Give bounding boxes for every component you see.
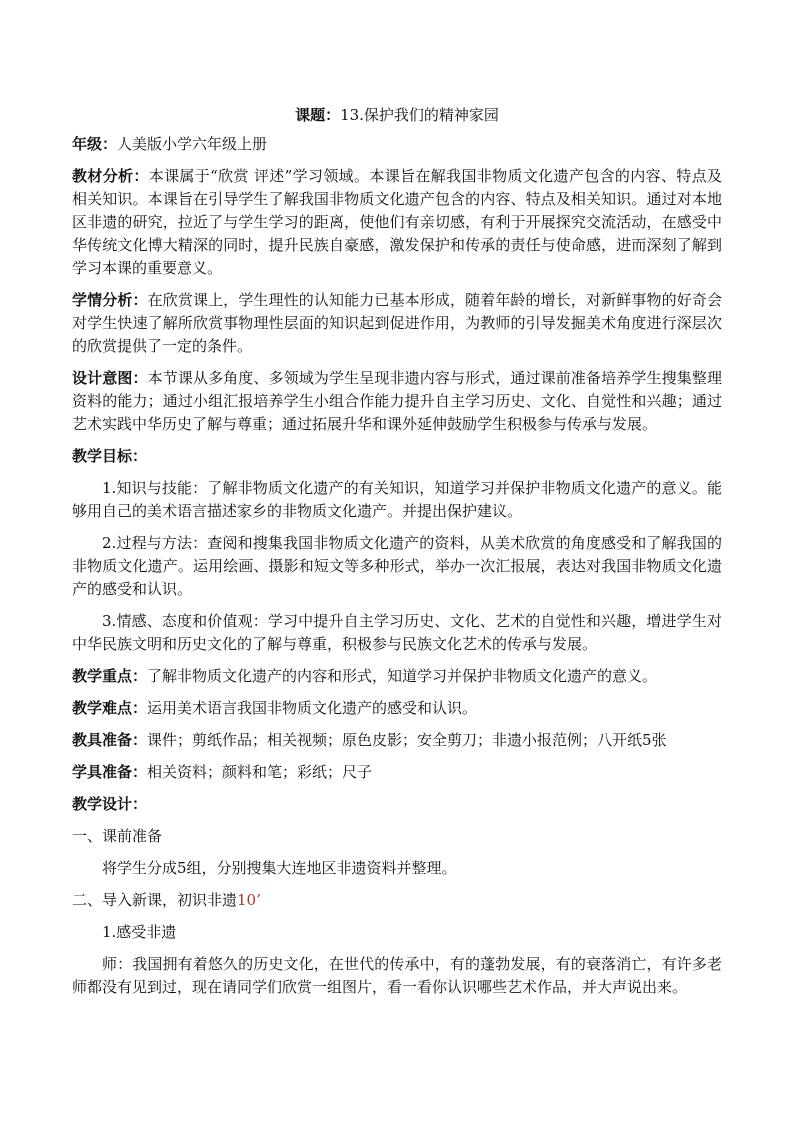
difficulty-text: 运用美术语言我国非物质文化遗产的感受和认识。: [147, 699, 478, 717]
section-1-text: 将学生分成5组，分别搜集大连地区非遗资料并整理。: [102, 859, 457, 877]
student-materials-row: [72, 761, 722, 784]
grade-row: [72, 133, 722, 156]
title-label: 课题：: [295, 106, 341, 124]
learner-analysis-text: 在欣赏课上，学生理性的认知能力已基本形成，随着年龄的增长，对新鲜事物的好奇会对学生快速了解所欣赏事物理性层面的知识起到促进作用，为教师的引导发掘美术角度进行深层次的欣赏提供了一定的条件。: [72, 291, 722, 355]
student-materials-label: 学具准备：: [72, 763, 148, 781]
objective-item: 3.情感、态度和价值观：学习中提升自主学习历史、文化、艺术的自觉性和兴趣，增进学生对中华民族文明和历史文化的了解与尊重，积极参与民族文化艺术的传承与发展。: [72, 612, 722, 653]
objective-item: 1.知识与技能：了解非物质文化遗产的有关知识，知道学习并保护非物质文化遗产的意义。能够用自己的美术语言描述家乡的非物质文化遗产。并提出保护建议。: [72, 479, 722, 520]
teaching-design-heading: [72, 793, 722, 816]
textbook-analysis-text: 本课属于“欣赏 评述”学习领域。本课旨在解我国非物质文化遗产包含的内容、特点及相关知识。本课旨在引导学生了解我国非物质文化遗产包含的内容、特点及相关知识。通过对本地区非遗的研究，拉近了与学生学习的距离，使他们有亲切感，有利于开展探究交流活动，在感受中华传统文化博大精深的同时，提升民族自豪感，激发保护和传承的责任与使命感，进而深刻了解到学习本课的重要意义。: [72, 167, 722, 277]
design-intent-paragraph: [72, 367, 722, 436]
design-intent-label: 设计意图：: [72, 369, 148, 387]
difficulty-label: 教学难点：: [72, 699, 148, 717]
learner-analysis-label: 学情分析：: [72, 291, 148, 309]
teacher-materials-row: [72, 729, 722, 752]
learner-analysis-paragraph: [72, 289, 722, 358]
objectives-label: 教学目标：: [72, 447, 148, 465]
teacher-materials-text: 课件；剪纸作品；相关视频；原色皮影；安全剪刀；非遗小报范例；八开纸5张: [147, 731, 667, 749]
section-2-time: 10’: [237, 891, 261, 909]
title-text: 13.保护我们的精神家园: [340, 106, 499, 124]
page-title: [72, 104, 722, 126]
grade-label: 年级：: [72, 135, 118, 153]
textbook-analysis-label: 教材分析：: [72, 167, 149, 185]
student-materials-text: 相关资料；颜料和笔；彩纸；尺子: [147, 763, 373, 781]
teaching-design-label: 教学设计：: [72, 795, 148, 813]
section-2-subheading: 1.感受非遗: [102, 923, 177, 941]
grade-text: 人美版小学六年级上册: [117, 135, 268, 153]
key-point-text: 了解非物质文化遗产的内容和形式，知道学习并保护非物质文化遗产的意义。: [147, 667, 658, 685]
teacher-materials-label: 教具准备：: [72, 731, 148, 749]
lesson-plan-page: [72, 104, 722, 999]
objectives-heading: [72, 445, 722, 468]
objective-item: 2.过程与方法：查阅和搜集我国非物质文化遗产的资料，从美术欣赏的角度感受和了解我国的非物质文化遗产。运用绘画、摄影和短文等多种形式，举办一次汇报展，表达对我国非物质文化遗产的感受和认识。: [72, 534, 722, 598]
difficulty-row: [72, 697, 722, 720]
section-2-text: 师：我国拥有着悠久的历史文化，在世代的传承中，有的蓬勃发展，有的衰落消亡，有许多老师都没有见到过，现在请同学们欣赏一组图片，看一看你认识哪些艺术作品，并大声说出来。: [72, 955, 722, 996]
section-2-heading: [72, 889, 722, 912]
design-intent-text: 本节课从多角度、多领域为学生呈现非遗内容与形式，通过课前准备培养学生搜集整理资料的能力；通过小组汇报培养学生小组合作能力提升自主学习历史、文化、自觉性和兴趣；通过艺术实践中华历史了解与尊重；通过拓展升华和课外延伸鼓励学生积极参与传承与发展。: [72, 369, 722, 433]
section-1-heading: 一、课前准备: [72, 827, 163, 845]
section-2-heading-text: 二、导入新课，初识非遗: [72, 891, 238, 909]
key-point-row: [72, 665, 722, 688]
textbook-analysis-paragraph: [72, 165, 722, 280]
key-point-label: 教学重点：: [72, 667, 148, 685]
